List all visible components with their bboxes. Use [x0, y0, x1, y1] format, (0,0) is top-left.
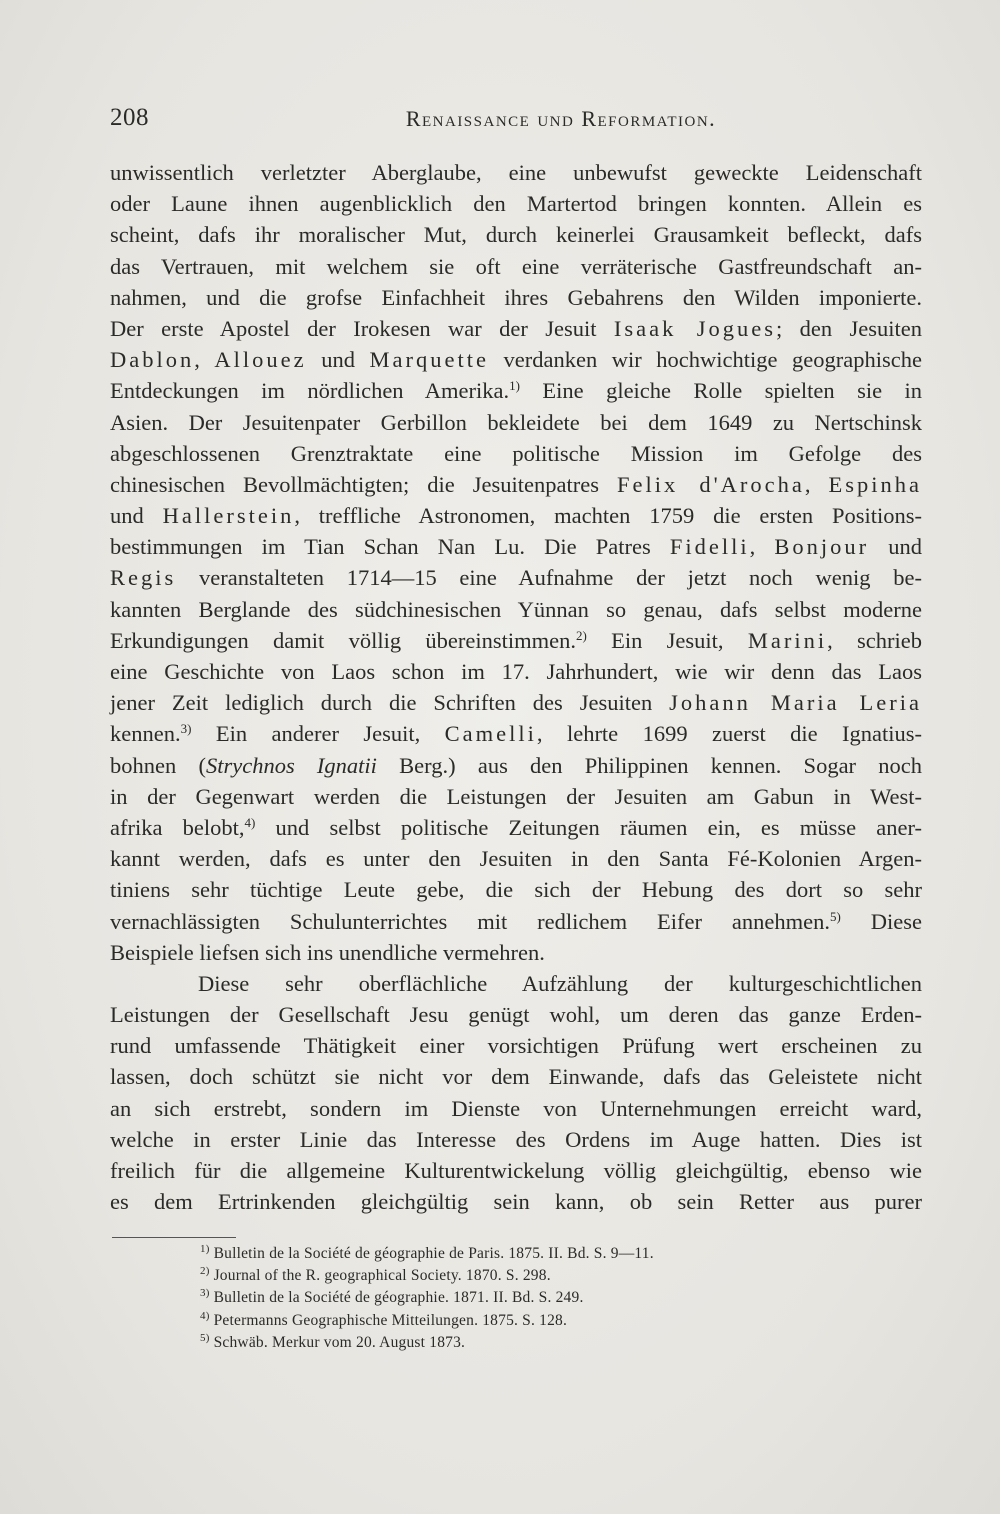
text-line: kannt werden, dafs es unter den Jesuiten in den Santa Fé-Kolonien Argen-: [110, 846, 922, 872]
text-line: rund umfassende Thätigkeit einer vorsichtigen Prüfung wert erscheinen zu: [110, 1033, 922, 1059]
text-line: Diese sehr oberflächliche Aufzählung der kulturgeschichtlichen: [198, 970, 922, 996]
footnote: $^{1)}$ Bulletin de la Société de géographie de Paris. 1875. II. Bd. S. 9—11.: [200, 1243, 654, 1262]
text-line: an sich erstrebt, sondern im Dienste von Unternehmungen erreicht ward,: [110, 1095, 922, 1121]
body-text: [110, 157, 922, 1217]
footnotes: [200, 1243, 900, 1354]
text-line: nahmen, und die grofse Einfachheit ihres Gebahrens den Wilden imponierte.: [110, 284, 922, 310]
text-line: Beispiele liefsen sich ins unendliche vermehren.: [110, 939, 545, 965]
text-line: das Vertrauen, mit welchem sie oft eine verräterische Gastfreundschaft an-: [110, 253, 922, 279]
spaced-name: Dablon: [110, 347, 195, 373]
spaced-name: Allouez: [214, 347, 307, 373]
text-line: Leistungen der Gesellschaft Jesu genügt wohl, um deren das ganze Erden-: [110, 1002, 922, 1028]
text-line: jener Zeit lediglich durch die Schriften des Jesuiten Johann Maria Leria: [110, 690, 922, 716]
text-line: und Hallerstein, treffliche Astronomen, machten 1759 die ersten Positions-: [110, 503, 923, 529]
text-line: welche in erster Linie das Interesse des Ordens im Auge hatten. Dies ist: [110, 1126, 922, 1152]
spaced-name: Isaak Jogues: [613, 315, 777, 341]
footnote-divider: [112, 1237, 236, 1238]
text-line: Dablon, Allouez und Marquette verdanken wir hochwichtige geographische: [110, 347, 923, 373]
text-line: es dem Ertrinkenden gleichgültig sein kann, ob sein Retter aus purer: [110, 1189, 922, 1215]
spaced-name: Felix d'Arocha: [617, 471, 805, 497]
text-line: vernachlässigten Schulunterrichtes mit redlichem Eifer annehmen.$^{5)}$ Diese: [110, 908, 922, 934]
footnote: $^{2)}$ Journal of the R. geographical Society. 1870. S. 298.: [200, 1265, 551, 1285]
spaced-name: Fidelli: [669, 534, 750, 560]
footnote: $^{5)}$ Schwäb. Merkur vom 20. August 1873.: [200, 1331, 466, 1351]
footnote: $^{3)}$ Bulletin de la Société de géographie. 1871. II. Bd. S. 249.: [200, 1287, 584, 1307]
text-line: bohnen (Strychnos Ignatii Berg.) aus den Philippinen kennen. Sogar noch: [110, 752, 923, 778]
running-title: Renaissance und Reformation.: [405, 106, 717, 131]
spaced-name: Regis: [110, 565, 177, 591]
text-line: Entdeckungen im nördlichen Amerika.$^{1)}$ Eine gleiche Rolle spielten sie in: [110, 378, 923, 404]
page-number: 208: [110, 104, 149, 131]
text-line: chinesischen Bevollmächtigten; die Jesuitenpatres Felix d'Arocha, Espinha: [110, 471, 923, 497]
spaced-name: Johann Maria Leria: [669, 690, 922, 716]
text-line: tiniens sehr tüchtige Leute gebe, die sich der Hebung des dort so sehr: [110, 877, 922, 903]
text-line: unwissentlich verletzter Aberglaube, eine unbewufst geweckte Leidenschaft: [110, 160, 922, 185]
text-line: bestimmungen im Tian Schan Nan Lu. Die Patres Fidelli, Bonjour und: [110, 534, 922, 560]
italic-term: Strychnos Ignatii: [205, 752, 377, 778]
footnote-ref: 4): [244, 814, 256, 830]
footnote-ref: 3): [180, 721, 192, 737]
text-line: freilich für die allgemeine Kulturentwickelung völlig gleichgültig, ebenso wie: [110, 1158, 922, 1183]
footnote: $^{4)}$ Petermanns Geographische Mitteilungen. 1875. S. 128.: [200, 1309, 568, 1329]
text-line: in der Gegenwart werden die Leistungen der Jesuiten am Gabun in West-: [110, 783, 922, 809]
text-line: kannten Berglande des südchinesischen Yünnan so genau, dafs selbst moderne: [110, 596, 922, 622]
text-line: kennen.$^{3)}$ Ein anderer Jesuit, Camelli, lehrte 1699 zuerst die Ignatius-: [110, 721, 922, 747]
footnote-ref: 1): [509, 378, 520, 394]
footnote-ref: 2): [575, 627, 587, 643]
text-line: Asien. Der Jesuitenpater Gerbillon bekleidete bei dem 1649 zu Nertschinsk: [110, 409, 922, 435]
spaced-name: Espinha: [828, 471, 923, 497]
spaced-name: Camelli: [444, 721, 537, 747]
text-line: Der erste Apostel der Irokesen war der Jesuit Isaak Jogues; den Jesuiten: [110, 315, 922, 341]
page-header: [110, 104, 922, 138]
text-line: scheint, dafs ihr moralischer Mut, durch keinerlei Grausamkeit befleckt, dafs: [110, 222, 922, 248]
spaced-name: Hallerstein: [162, 503, 295, 529]
text-line: Regis veranstalteten 1714—15 eine Aufnahme der jetzt noch wenig be-: [110, 565, 922, 591]
text-line: oder Laune ihnen augenblicklich den Martertod bringen konnten. Allein es: [110, 191, 922, 217]
text-line: Erkundigungen damit völlig übereinstimmen.$^{2)}$ Ein Jesuit, Marini, schrieb: [110, 627, 923, 653]
footnote-ref: 5): [830, 908, 841, 924]
spaced-name: Marini: [747, 627, 828, 653]
text-line: abgeschlossenen Grenztraktate eine politische Mission im Gefolge des: [110, 440, 922, 466]
spaced-name: Marquette: [369, 347, 489, 373]
text-line: lassen, doch schützt sie nicht vor dem Einwande, dafs das Geleistete nicht: [110, 1064, 922, 1090]
spaced-name: Bonjour: [774, 534, 870, 560]
text-line: eine Geschichte von Laos schon im 17. Jahrhundert, wie wir denn das Laos: [110, 659, 922, 684]
text-line: afrika belobt,$^{4)}$ und selbst politische Zeitungen räumen ein, es müsse aner-: [110, 814, 922, 840]
